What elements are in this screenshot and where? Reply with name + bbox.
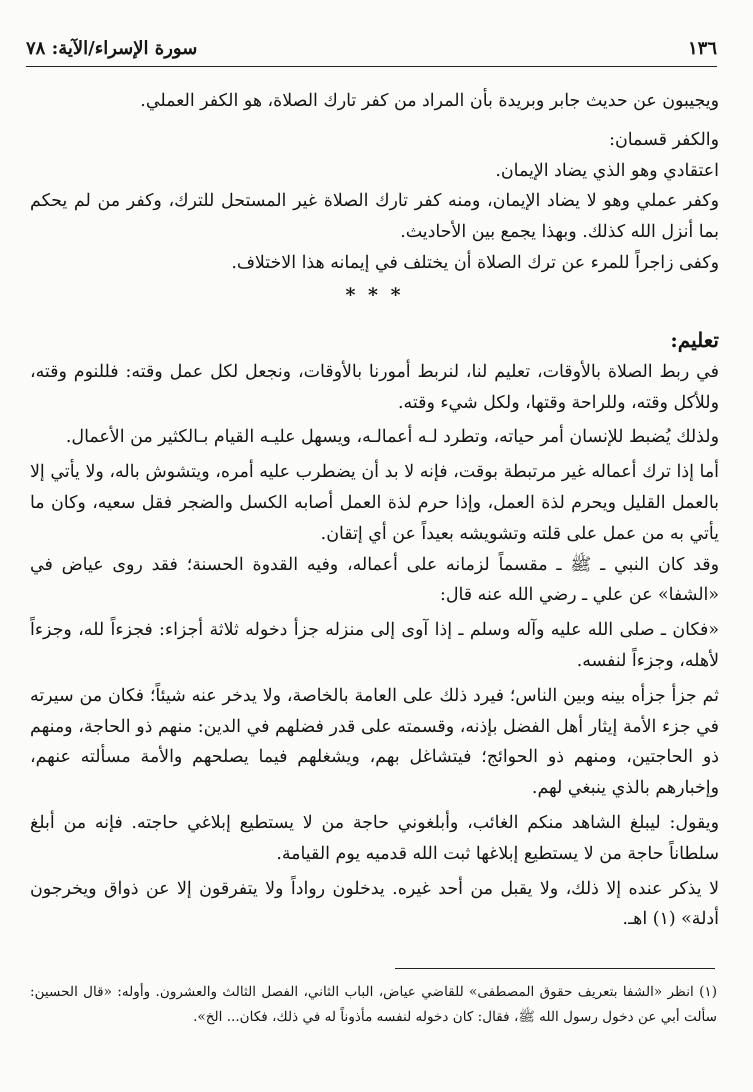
running-header	[26, 36, 717, 67]
footnote: (١) انظر «الشفا بتعريف حقوق المصطفى» للقاضي عياض، الباب الثاني، الفصل الثالث والعشرون. وأوله: «قال الحسين: سألت أبي عن دخول رسول الله ﷺ، فقال: كان دخوله لنفسه مأذوناً له في ذلك، فكان... الخ».	[30, 984, 717, 1025]
section-separator: * * *	[345, 283, 404, 306]
paragraph-disorder: أما إذا ترك أعماله غير مرتبطة بوقت، فإنه لا بد أن يضطرب عليه أمره، ويتشوش باله، ولا يأتي إلا بالعمل القليل ويحرم لذة العمل، وإذا حرم لذة العمل أصابه الكسل والضجر فقل سعيه، وكان ما يأتي به من عمل على قلته وتشويشه بعيداً عن أي إتقان.	[30, 462, 719, 544]
quote-division: «فكان ـ صلى الله عليه وآله وسلم ـ إذا آوى إلى منزله جزأ دخوله ثلاثة أجزاء: فجزءاً لله، وجزءاً لأهله، وجزءاً لنفسه.	[30, 620, 719, 671]
paragraph-kufr-action: وكفر عملي وهو لا يضاد الإيمان، ومنه كفر تارك الصلاة غير المستحل للترك، وكفر من لم يحكم بما أنزل الله كذلك. وبهذا يجمع بين الأحاديث.	[30, 191, 719, 243]
quote-ending: لا يذكر عنده إلا ذلك، ولا يقبل من أحد غيره. يدخلون رواداً ولا يتفرقون إلا عن ذواق ويخرجون أدلة» (١) اهـ.	[30, 878, 719, 930]
paragraph-kufr-types: والكفر قسمان:	[609, 129, 719, 150]
quote-people-share: ثم جزأ جزأه بينه وبين الناس؛ فيرد ذلك على العامة بالخاصة، ولا يدخر عنه شيئاً؛ فكان من سيرته في جزء الأمة إيثار أهل الفضل بإذنه، وقسمته على قدر فضلهم في الدين: منهم ذو الحاجة، ومنهم ذو الحاجتين، ومنهم ذو الحوائج؛ فيتشاغل بهم، ويشغلهم فيما يصلحهم والأمة مسألته عنهم، وإخبارهم بالذي ينبغي لهم.	[30, 685, 719, 799]
page-number: ١٣٦	[687, 38, 717, 59]
footnote-divider	[395, 968, 715, 969]
paragraph-prophet-example: وقد كان النبي ـ ﷺ ـ مقسماً لزمانه على أعماله، وفيه القدوة الحسنة؛ فقد روى عياض في «الشفا» عن علي ـ رضي الله عنه قال:	[30, 554, 719, 606]
paragraph-deterrent: وكفى زاجراً للمرء عن ترك الصلاة أن يختلف في إيمانه هذا الاختلاف.	[231, 252, 719, 273]
paragraph-kufr-belief: اعتقادي وهو الذي يضاد الإيمان.	[495, 160, 719, 181]
paragraph-discipline: ولذلك يُضبط للإنسان أمر حياته، وتطرد لـه أعمالـه، ويسهل عليـه القيام بـالكثير من الأعمال.	[65, 427, 719, 448]
sura-reference: سورة الإسراء/الآية: ٧٨	[26, 38, 198, 59]
quote-convey-needs: ويقول: ليبلغ الشاهد منكم الغائب، وأبلغوني حاجة من لا يستطيع إبلاغي حاجته. فإنه من أبلغ سلطاناً حاجة من لا يستطيع إبلاغها ثبت الله قدميه يوم القيامة.	[30, 812, 719, 864]
paragraph-times: في ربط الصلاة بالأوقات، تعليم لنا، لنربط أمورنا بالأوقات، ونجعل لكل عمل وقته: فللنوم وقته، وللأكل وقته، وللراحة وقتها، ولكل شيء وقته.	[30, 361, 719, 413]
main-text	[30, 86, 719, 935]
section-title: تعليم:	[670, 327, 719, 352]
paragraph-reply: ويجيبون عن حديث جابر وبريدة بأن المراد من كفر تارك الصلاة، هو الكفر العملي.	[140, 91, 719, 111]
